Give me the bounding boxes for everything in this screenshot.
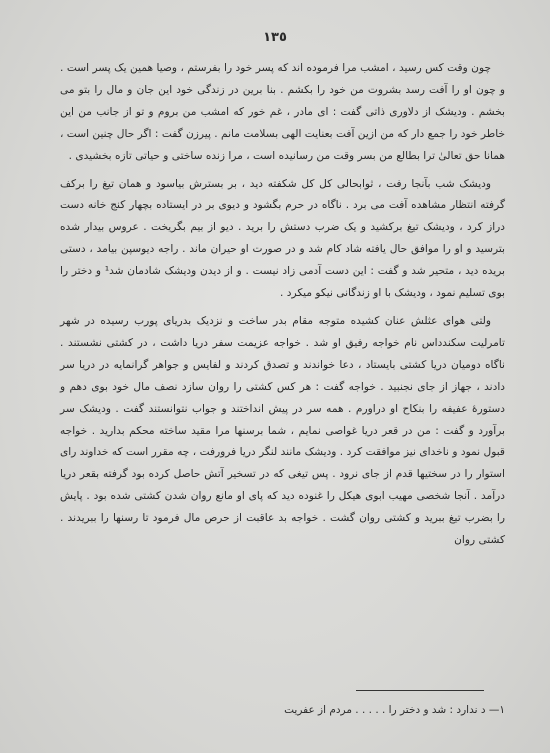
paragraph-1: چون وقت کس رسید ، امشب مرا فرموده اند که پسر خود را بفرستم ، وصیا همین یک پسر است . و چون او را آفت رسد بشروت من خود را بکشم . بنا برین در زندگی خود این جان و مال را بتو می بخشم . ودیشک از دلاوری ذاتی گفت : ای مادر ، غم خور که امشب من بروم و تو از جانب من این خاطر خود را جمع دار که من ازین آفت بعنایت الهی بسلامت مانم . پیرزن گفت : اگر حال چنین است ، همانا حق تعالیٰ ترا بطالع من بسر وقت من رسانیده است ، مرا زنده ساختی و حیاتی تازه بخشیدی .: [60, 62, 505, 162]
footnote-divider: [356, 690, 484, 691]
page-number: ١٣٥: [263, 30, 287, 45]
paragraph-3: ولتی هوای عثلش عنان کشیده متوجه مقام بدر ساخت و نزدیک بدریای پورب رسیده در شهر تامرلیت سکندداس نام خواجه رفیق او شد . خواجه عزیمت سفر دریا داشت ، در کشتی نشستند . ناگاه دومیان دریا کشتی بایستاد ، دعا خواندند و تصدق کردند و لفایس و جواهر گرانمایه در دریا سر دادند ، جهاز از جای نجنبید . خواجه گفت : هر کس کشتی را روان سازد نصف مال خود بوی دهم و دستورهٔ عفیفه را بنکاح او دراورم . همه سر در پیش انداختند و جواب نتوانستند گفت . ودیشک سر برآورد و گفت : من در قعر دریا غواصی نمایم ، شما برسنها مرا مقید ساخته محکم بدارید . خواجه قبول نمود و ناخدای نیز موافقت کرد . ودیشک مانند لنگر دریا فرورفت ، چه مقرر است که خداوند رای استوار را در سختیها قدم از جای نرود . پس تیغی که در تسخیر آتش حاصل کرده بود گرفته بقعر دریا درآمد . آنجا شخصی مهیب ابوی هیکل را غنوده دید که پای او مانع روان شدن کشتی شده بود . پایش را بضرب تیغ ببرید و کشتی روان گشت . خواجه بد عاقبت از حرص مال فرمود تا رسنها را ببریدند . کشتی روان: [60, 314, 505, 547]
body-text: [60, 58, 505, 552]
paragraph-2: ودیشک شب بآنجا رفت ، ثوابحالی کل کل شکفته دید ، بر بسترش بیاسود و همان تیغ را برکف گرفته انتظار مشاهده آفت می برد . ناگاه در حرم بگشود و دیوی بر در ایستاده بچهار کنج خانه دست دراز کرد ، ودیشک تیغ برکشید و یک ضرب دستش را برید . دیو از بیم بگریخت . عروس بیدار شده بترسید و او را موافق حال یافته شاد کام شد و در صورت او حیران ماند . راجه دیوسپن بیامد ، دستی بریده دید ، متحیر شد و گفت : این دست آدمی زاد نیست . و از دیدن ودیشک شادمان شد¹ و دختر را بوی تسلیم نمود ، ودیشک با او زندگانی نیکو میکرد .: [60, 177, 505, 300]
footnote: ۱— د ندارد : شد و دختر را . . . . . مردم از عفریت: [284, 704, 505, 716]
